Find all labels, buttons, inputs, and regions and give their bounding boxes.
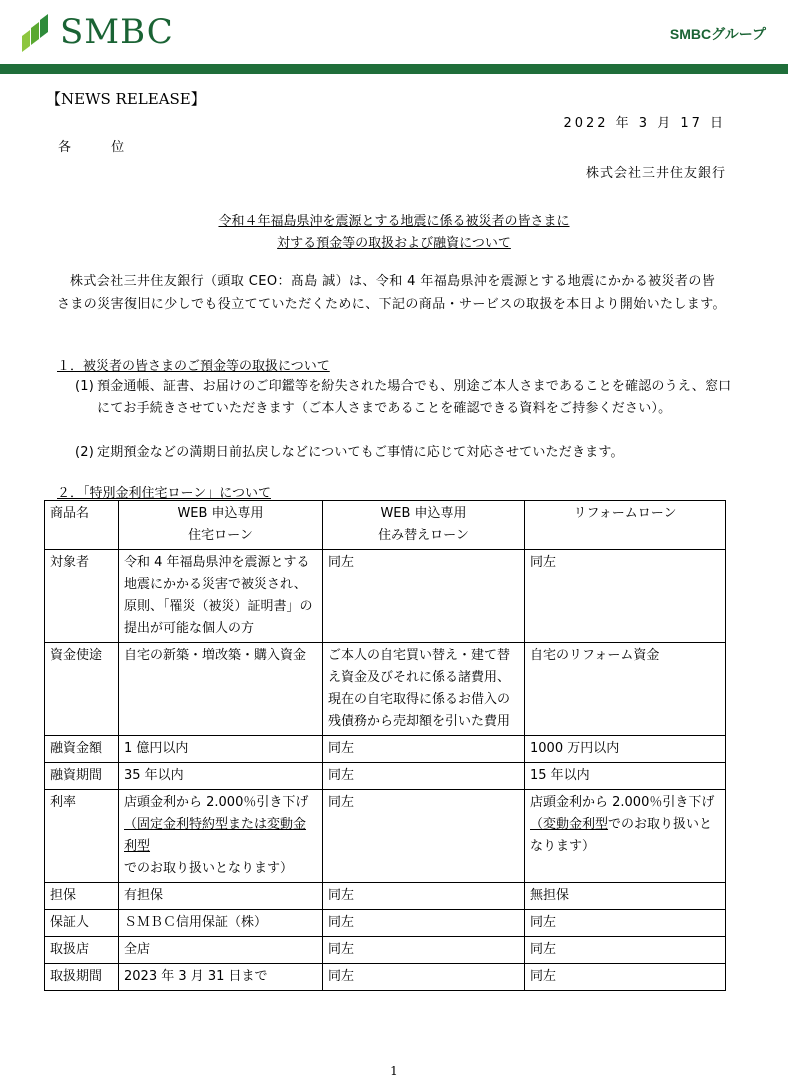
- section1-heading: １．被災者の皆さまのご預金等の取扱について: [57, 359, 330, 374]
- loan-table: [44, 500, 726, 991]
- table-cell: ＳＭＢＣ信用保証（株）: [119, 910, 323, 937]
- rate-note-text: でのお取り扱いとなります）: [124, 861, 294, 876]
- table-cell: 自宅の新築・増改築・購入資金: [119, 643, 323, 736]
- header-product-name: 商品名: [45, 501, 119, 550]
- table-row: [45, 763, 726, 790]
- row-label: 保証人: [45, 910, 119, 937]
- header-web-replacement-loan: WEB 申込専用 住み替えローン: [323, 501, 525, 550]
- table-row: [45, 910, 726, 937]
- item-text: 預金通帳、証書、お届けのご印鑑等を紛失された場合でも、別途ご本人さまであることを確認のうえ、窓口にてお手続きさせていただきます（ご本人さまであることを確認できる資料をご持参ください）。: [97, 379, 732, 416]
- section2-heading: ２．「特別金利住宅ローン」について: [57, 486, 271, 501]
- table-cell: [525, 790, 726, 883]
- table-cell: 同左: [323, 550, 525, 643]
- page-number: 1: [390, 1064, 398, 1078]
- table-row: [45, 643, 726, 736]
- table-header-row: [45, 501, 726, 550]
- rate-text: 店頭金利から 2.000％引き下げ: [124, 795, 309, 810]
- table-cell: 全店: [119, 937, 323, 964]
- table-row: [45, 883, 726, 910]
- row-label: 資金使途: [45, 643, 119, 736]
- table-cell: 15 年以内: [525, 763, 726, 790]
- header-reform-loan: リフォームローン: [525, 501, 726, 550]
- rate-type-text: （固定金利特約型または変動金利型: [124, 817, 307, 854]
- table-cell: 同左: [323, 937, 525, 964]
- table-row: [45, 937, 726, 964]
- section1-item-2: [75, 442, 735, 464]
- table-cell: 自宅のリフォーム資金: [525, 643, 726, 736]
- header: [0, 0, 788, 74]
- title-line-2: 対する預金等の取扱および融資について: [277, 236, 511, 251]
- rate-note-text: でのお取り扱いとなります）: [530, 817, 713, 854]
- smbc-logo-icon: [20, 14, 50, 54]
- table-cell: 1 億円以内: [119, 736, 323, 763]
- table-cell: 同左: [323, 883, 525, 910]
- table-cell: 同左: [525, 964, 726, 991]
- table-row: [45, 964, 726, 991]
- table-cell: 同左: [323, 910, 525, 937]
- row-label: 融資金額: [45, 736, 119, 763]
- row-label: 取扱店: [45, 937, 119, 964]
- rate-type-text: （変動金利型: [530, 817, 609, 832]
- table-cell: 令和 4 年福島県沖を震源とする地震にかかる災害で被災され、原則、「罹災（被災）証明書」の提出が可能な個人の方: [119, 550, 323, 643]
- table-cell: 無担保: [525, 883, 726, 910]
- row-label: 取扱期間: [45, 964, 119, 991]
- table-cell: [119, 790, 323, 883]
- row-label: 融資期間: [45, 763, 119, 790]
- table-cell: 2023 年 3 月 31 日まで: [119, 964, 323, 991]
- section1-item-1: [75, 376, 735, 420]
- table-cell: 35 年以内: [119, 763, 323, 790]
- intro-text: 株式会社三井住友銀行（頭取 CEO：髙島 誠）は、令和 4 年福島県沖を震源とする地震にかかる被災者の皆さまの災害復旧に少しでも役立てていただくために、下記の商品・サービスの取扱を本日より開始いたします。: [57, 274, 726, 312]
- title-line-1: 令和４年福島県沖を震源とする地震に係る被災者の皆さまに: [218, 214, 570, 229]
- intro-paragraph: [57, 271, 727, 316]
- company-name: 株式会社三井住友銀行: [585, 166, 726, 181]
- table-cell: 同左: [525, 937, 726, 964]
- table-cell: ご本人の自宅買い替え・建て替え資金及びそれに係る諸費用、現在の自宅取得に係るお借入の残債務から売却額を引いた費用: [323, 643, 525, 736]
- table-row: [45, 736, 726, 763]
- table-cell: 同左: [323, 736, 525, 763]
- table-cell: 同左: [323, 790, 525, 883]
- release-label: 【NEWS RELEASE】: [46, 90, 206, 108]
- item-number: (1): [75, 379, 95, 394]
- header-web-housing-loan: WEB 申込専用 住宅ローン: [119, 501, 323, 550]
- rate-text: 店頭金利から 2.000％引き下げ: [530, 795, 715, 810]
- item-number: (2): [75, 445, 95, 460]
- item-text: 定期預金などの満期日前払戻しなどについてもご事情に応じて対応させていただきます。: [97, 445, 624, 460]
- table-cell: 同左: [525, 910, 726, 937]
- table-row: [45, 790, 726, 883]
- table-cell: 有担保: [119, 883, 323, 910]
- logo-text: SMBC: [60, 12, 174, 52]
- table-cell: 同左: [525, 550, 726, 643]
- table-row: [45, 550, 726, 643]
- header-bar: [0, 64, 788, 74]
- table-cell: 1000 万円以内: [525, 736, 726, 763]
- row-label: 対象者: [45, 550, 119, 643]
- addressee: 各 位: [58, 140, 143, 155]
- release-date: 2022 年 3 月 17 日: [563, 116, 726, 131]
- row-label: 担保: [45, 883, 119, 910]
- table-cell: 同左: [323, 964, 525, 991]
- group-text: SMBCグループ: [669, 26, 766, 42]
- row-label: 利率: [45, 790, 119, 883]
- table-cell: 同左: [323, 763, 525, 790]
